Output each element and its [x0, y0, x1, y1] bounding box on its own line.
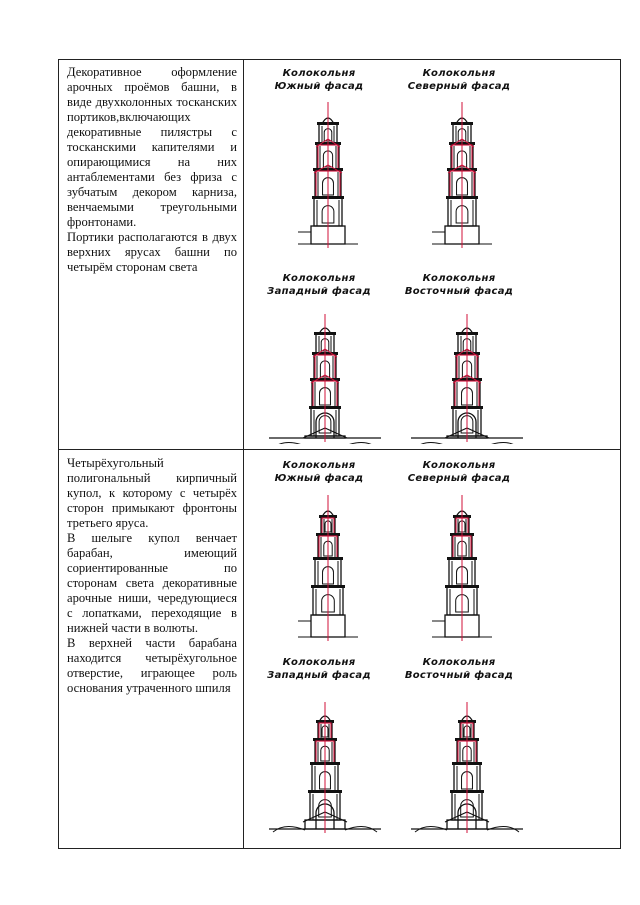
- row1-caption-east: Колокольня Восточный фасад: [404, 273, 514, 297]
- row1-description: [67, 65, 237, 275]
- bell-tower-drawing-west: [265, 312, 385, 444]
- bell-tower-drawing-north-2: [421, 493, 503, 643]
- row-divider: [59, 449, 620, 450]
- row2-paragraph: В шелыге купол венчает барабан, имеющий сориентированные по сторонам света декоративные арочные ниши, чередующиеся с лопатками, переходящие в нижней части в волюты.: [67, 531, 237, 635]
- row2-caption-east: Колокольня Восточный фасад: [404, 657, 514, 681]
- row2-caption-north: Колокольня Северный фасад: [407, 460, 511, 484]
- row2-caption-west: Колокольня Западный фасад: [267, 657, 371, 681]
- left-roof: [415, 442, 447, 444]
- row1-caption-north: Колокольня Северный фасад: [407, 68, 511, 92]
- row2-paragraph: В верхней части барабана находится четырёхугольное отверстие, играющее роль основания утраченного шпиля: [67, 636, 237, 695]
- right-roof: [487, 442, 519, 444]
- bell-tower-drawing-east: [407, 312, 527, 444]
- row1-paragraph: Декоративное оформление арочных проёмов башни, в виде двухколонных тосканских портиков,включающих декоративные пилястры с тосканскими капителями и опирающимися на них антаблементами без фриза с зубчатым декором карниза, венчаемыми треугольными фронтонами.: [67, 65, 237, 229]
- column-divider: [243, 60, 244, 848]
- row1-paragraph: Портики располагаются в двух верхних ярусах башни по четырём сторонам света: [67, 230, 237, 274]
- row2-caption-south: Колокольня Южный фасад: [274, 460, 364, 484]
- right-roof: [345, 442, 377, 444]
- bell-tower-drawing-south: [287, 100, 369, 250]
- bell-tower-drawing-west-2: [265, 700, 385, 835]
- row2-description: [67, 456, 237, 696]
- row1-caption-south: Колокольня Южный фасад: [274, 68, 364, 92]
- document-table: [58, 59, 621, 849]
- left-roof: [273, 442, 305, 444]
- row2-paragraph: Четырёхугольный полигональный кирпичный купол, к которому с четырёх сторон примыкают фронтоны третьего яруса.: [67, 456, 237, 530]
- bell-tower-drawing-south-2: [287, 493, 369, 643]
- bell-tower-drawing-east-2: [407, 700, 527, 835]
- row1-caption-west: Колокольня Западный фасад: [267, 273, 371, 297]
- bell-tower-drawing-north: [421, 100, 503, 250]
